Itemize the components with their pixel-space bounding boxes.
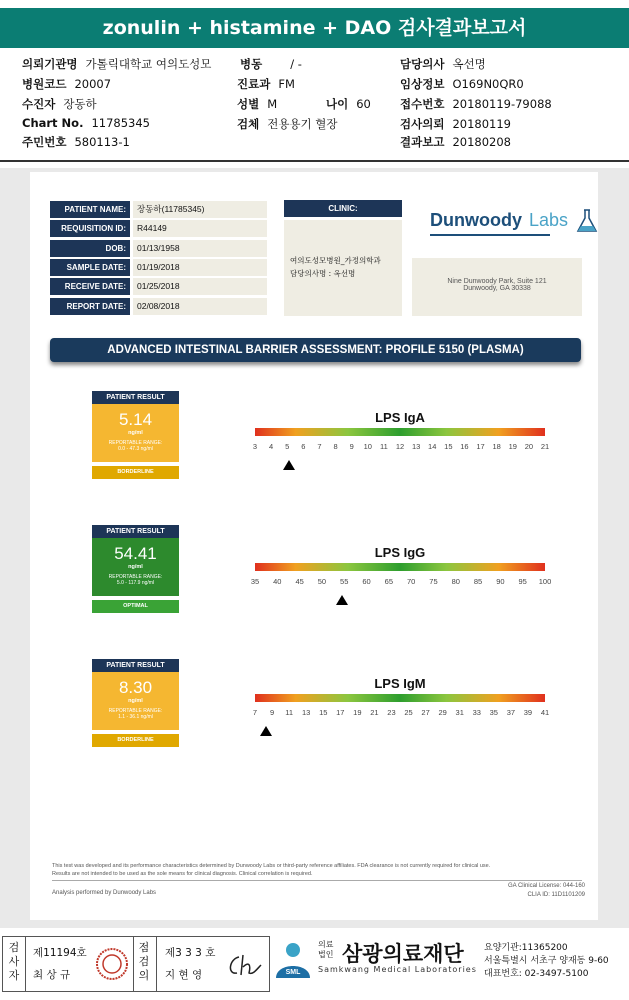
chart-tick-label: 50 [317, 577, 327, 586]
result-body [92, 404, 179, 462]
chart-tick-label: 10 [363, 442, 372, 451]
svg-text:SML: SML [285, 969, 301, 976]
result-head: PATIENT RESULT [92, 659, 179, 672]
result-range: 1.1 - 36.1 ng/ml [118, 714, 153, 720]
chart-tick-label: 16 [460, 442, 469, 451]
assessment-title: ADVANCED INTESTINAL BARRIER ASSESSMENT: PROFILE 5150 (PLASMA) [50, 338, 581, 362]
result-range-label: REPORTABLE RANGE: [108, 440, 163, 446]
chart-tick-label: 95 [518, 577, 527, 586]
chart-tick-label: 13 [411, 442, 421, 451]
specimen-field: 검체 전용용기 혈장 [237, 117, 338, 131]
patient-info-label: RECEIVE DATE: [50, 278, 130, 295]
patient-info-value: 01/13/1958 [133, 240, 267, 257]
patient-info-value: 01/25/2018 [133, 278, 267, 295]
lab-name-main: Dunwoody [430, 209, 522, 230]
lab-address-line2: Dunwoody, GA 30338 [463, 285, 531, 292]
disclaimer-line1: This test was developed and its performance characteristics determined by Dunwoody Labs or third-party reference affiliates. FDA clearance is not currently required for clinical use. [52, 863, 491, 869]
clinic-label: CLINIC: [284, 200, 402, 217]
chart-tick-label: 33 [472, 708, 481, 717]
license-line2: CLIA ID: 11D1101209 [527, 892, 585, 898]
chart-value-marker [336, 595, 348, 605]
sml-logo-icon [272, 938, 314, 980]
chart-tick-label: 41 [540, 708, 550, 717]
chart-tick-label: 11 [285, 708, 294, 717]
chart-tick-label: 85 [473, 577, 483, 586]
foundation-corp-label: 의료 법인 [318, 940, 334, 959]
result-head: PATIENT RESULT [92, 391, 179, 404]
dept-field: 진료과 FM [237, 77, 295, 91]
result-range: 5.0 - 117.9 ng/ml [116, 580, 155, 586]
doctor-field: 담당의사 옥선명 [400, 57, 486, 71]
patient-field: 수진자 장동하 [22, 97, 97, 111]
checker-name: 지 현 영 [165, 969, 203, 981]
ward-field: 병동 / - [240, 57, 302, 71]
chart-tick-label: 90 [496, 577, 505, 586]
chart-tick-label: 21 [370, 708, 379, 717]
sex-field: 성별 M [237, 97, 278, 111]
checker-label: 점검의 [138, 941, 150, 982]
analysis-note: Analysis performed by Dunwoody Labs [52, 890, 157, 896]
chart-tick-label: 20 [524, 442, 534, 451]
chart-tick-label: 75 [429, 577, 438, 586]
disclaimer-line2: Results are not intended to be used as the sole means for clinical diagnosis. Clinical correlation is required. [52, 871, 313, 877]
tester-name: 최 상 규 [33, 969, 71, 981]
lab-address [412, 258, 582, 316]
chart-tick-label: 55 [340, 577, 349, 586]
result-box [92, 525, 179, 613]
signature-box [2, 936, 270, 992]
age-field: 나이 60 [326, 97, 371, 111]
chart-tick-label: 11 [379, 442, 388, 451]
lab-address-line1: Nine Dunwoody Park, Suite 121 [447, 278, 547, 285]
result-range: 0.0 - 47.3 ng/ml [118, 446, 153, 452]
result-body [92, 672, 179, 730]
patient-info-label: REPORT DATE: [50, 298, 130, 315]
lab-logo [430, 208, 599, 234]
patient-info-label: DOB: [50, 240, 130, 257]
chart-tick-label: 14 [428, 442, 437, 451]
chart-tick-label: 31 [455, 708, 464, 717]
chart-tick-label: 100 [538, 577, 552, 586]
result-value: 54.41 [114, 544, 157, 563]
result-head: PATIENT RESULT [92, 525, 179, 538]
chart-tick-label: 23 [387, 708, 396, 717]
result-status: BORDERLINE [92, 466, 179, 479]
chart-tick-label: 9 [269, 708, 275, 717]
chart-tick-label: 27 [421, 708, 430, 717]
hospital-code-field: 병원코드 20007 [22, 77, 112, 91]
clinic-line1: 여의도성모병원_가정의학과 [290, 256, 381, 265]
chart-tick-label: 35 [489, 708, 498, 717]
chart-tick-label: 40 [273, 577, 282, 586]
foundation-name-en: Samkwang Medical Laboratories [318, 965, 477, 974]
chart-tick-label: 80 [451, 577, 460, 586]
chart-tick-label: 17 [476, 442, 485, 451]
result-unit: ng/ml [128, 698, 143, 704]
chart-tick-label: 65 [384, 577, 394, 586]
chart-tick-label: 4 [269, 442, 274, 451]
chart-tick-label: 21 [540, 442, 550, 451]
receipt-no-field: 접수번호 20180119-79088 [400, 97, 552, 111]
chart-ticks [252, 708, 550, 720]
checker-number: 제3 3 3 호 [165, 947, 216, 959]
tester-seal-icon [95, 945, 129, 983]
flask-icon [575, 208, 599, 234]
chart-tick-label: 12 [395, 442, 405, 451]
chart-tick-label: 6 [301, 442, 306, 451]
patient-info-value: R44149 [133, 220, 267, 237]
chart-tick-label: 8 [333, 442, 338, 451]
result-status: OPTIMAL [92, 600, 179, 613]
chart-no-field: Chart No. 11785345 [22, 116, 150, 130]
chart-tick-label: 15 [444, 442, 453, 451]
foundation-name: 삼광의료재단 [342, 942, 464, 966]
patient-info-value: 01/19/2018 [133, 259, 267, 276]
tester-number: 제11194호 [33, 947, 87, 959]
chart-tick-label: 7 [317, 442, 322, 451]
foundation-address: 서울특별시 서초구 양재동 9-60 [484, 956, 609, 966]
tester-label: 검사자 [8, 941, 20, 982]
chart-ticks [252, 442, 550, 454]
result-status: BORDERLINE [92, 734, 179, 747]
chart-title: LPS IgG [374, 545, 426, 560]
chart-tick-label: 3 [252, 442, 258, 451]
result-box [92, 391, 179, 479]
chart-tick-label: 37 [506, 708, 516, 717]
chart-tick-label: 25 [404, 708, 413, 717]
result-body [92, 538, 179, 596]
report-title: zonulin + histamine + DAO 검사결과보고서 [0, 8, 629, 48]
license-info [440, 882, 585, 900]
patient-info-value: 장동하(11785345) [133, 201, 267, 218]
report-date-field: 결과보고 20180208 [400, 135, 511, 149]
chart-value-marker [283, 460, 295, 470]
chart-title: LPS IgM [374, 676, 426, 691]
chart-tick-label: 45 [295, 577, 304, 586]
header-divider [0, 160, 629, 162]
clinic-text [290, 254, 402, 280]
chart-tick-label: 17 [336, 708, 345, 717]
checker-signature-icon [225, 951, 263, 981]
chart-tick-label: 70 [406, 577, 416, 586]
chart-tick-label: 29 [438, 708, 447, 717]
clinical-info-field: 임상정보 O169N0QR0 [400, 77, 524, 91]
patient-info-value: 02/08/2018 [133, 298, 267, 315]
result-range-label: REPORTABLE RANGE: [108, 708, 163, 714]
chart-gradient-bar [255, 563, 545, 571]
clinic-line2: 담당의사명 : 옥선명 [290, 269, 356, 278]
result-unit: ng/ml [128, 564, 143, 570]
disclaimer [52, 862, 582, 878]
chart-value-marker [260, 726, 272, 736]
resident-no-field: 주민번호 580113-1 [22, 135, 130, 149]
chart-tick-label: 13 [302, 708, 311, 717]
chart-tick-label: 5 [285, 442, 290, 451]
chart-tick-label: 19 [353, 708, 362, 717]
request-date-field: 검사의뢰 20180119 [400, 117, 511, 131]
institution-field: 의뢰기관명 가톨릭대학교 여의도성모 [22, 57, 212, 71]
foundation-code: 요양기관:11365200 [484, 943, 568, 953]
chart-gradient-bar [255, 694, 545, 702]
result-value: 8.30 [118, 678, 153, 697]
chart-tick-label: 7 [252, 708, 258, 717]
patient-info-label: PATIENT NAME: [50, 201, 130, 218]
result-value: 5.14 [118, 410, 153, 429]
footer-divider [52, 880, 582, 881]
chart-tick-label: 35 [250, 577, 260, 586]
result-range-label: REPORTABLE RANGE: [108, 574, 163, 580]
chart-gradient-bar [255, 428, 545, 436]
patient-info-label: SAMPLE DATE: [50, 259, 130, 276]
chart-tick-label: 39 [523, 708, 533, 717]
result-box [92, 659, 179, 747]
lab-name-sub: Labs [529, 209, 569, 230]
foundation-phone: 대표번호: 02-3497-5100 [484, 969, 589, 979]
chart-tick-label: 60 [362, 577, 371, 586]
chart-tick-label: 18 [492, 442, 501, 451]
chart-ticks [250, 577, 552, 589]
license-line1: GA Clinical License: 044-160 [507, 883, 585, 889]
chart-title: LPS IgA [375, 410, 425, 425]
result-unit: ng/ml [128, 430, 143, 436]
patient-info-label: REQUISITION ID: [50, 220, 130, 237]
chart-tick-label: 19 [508, 442, 517, 451]
chart-tick-label: 9 [349, 442, 354, 451]
chart-tick-label: 15 [319, 708, 328, 717]
